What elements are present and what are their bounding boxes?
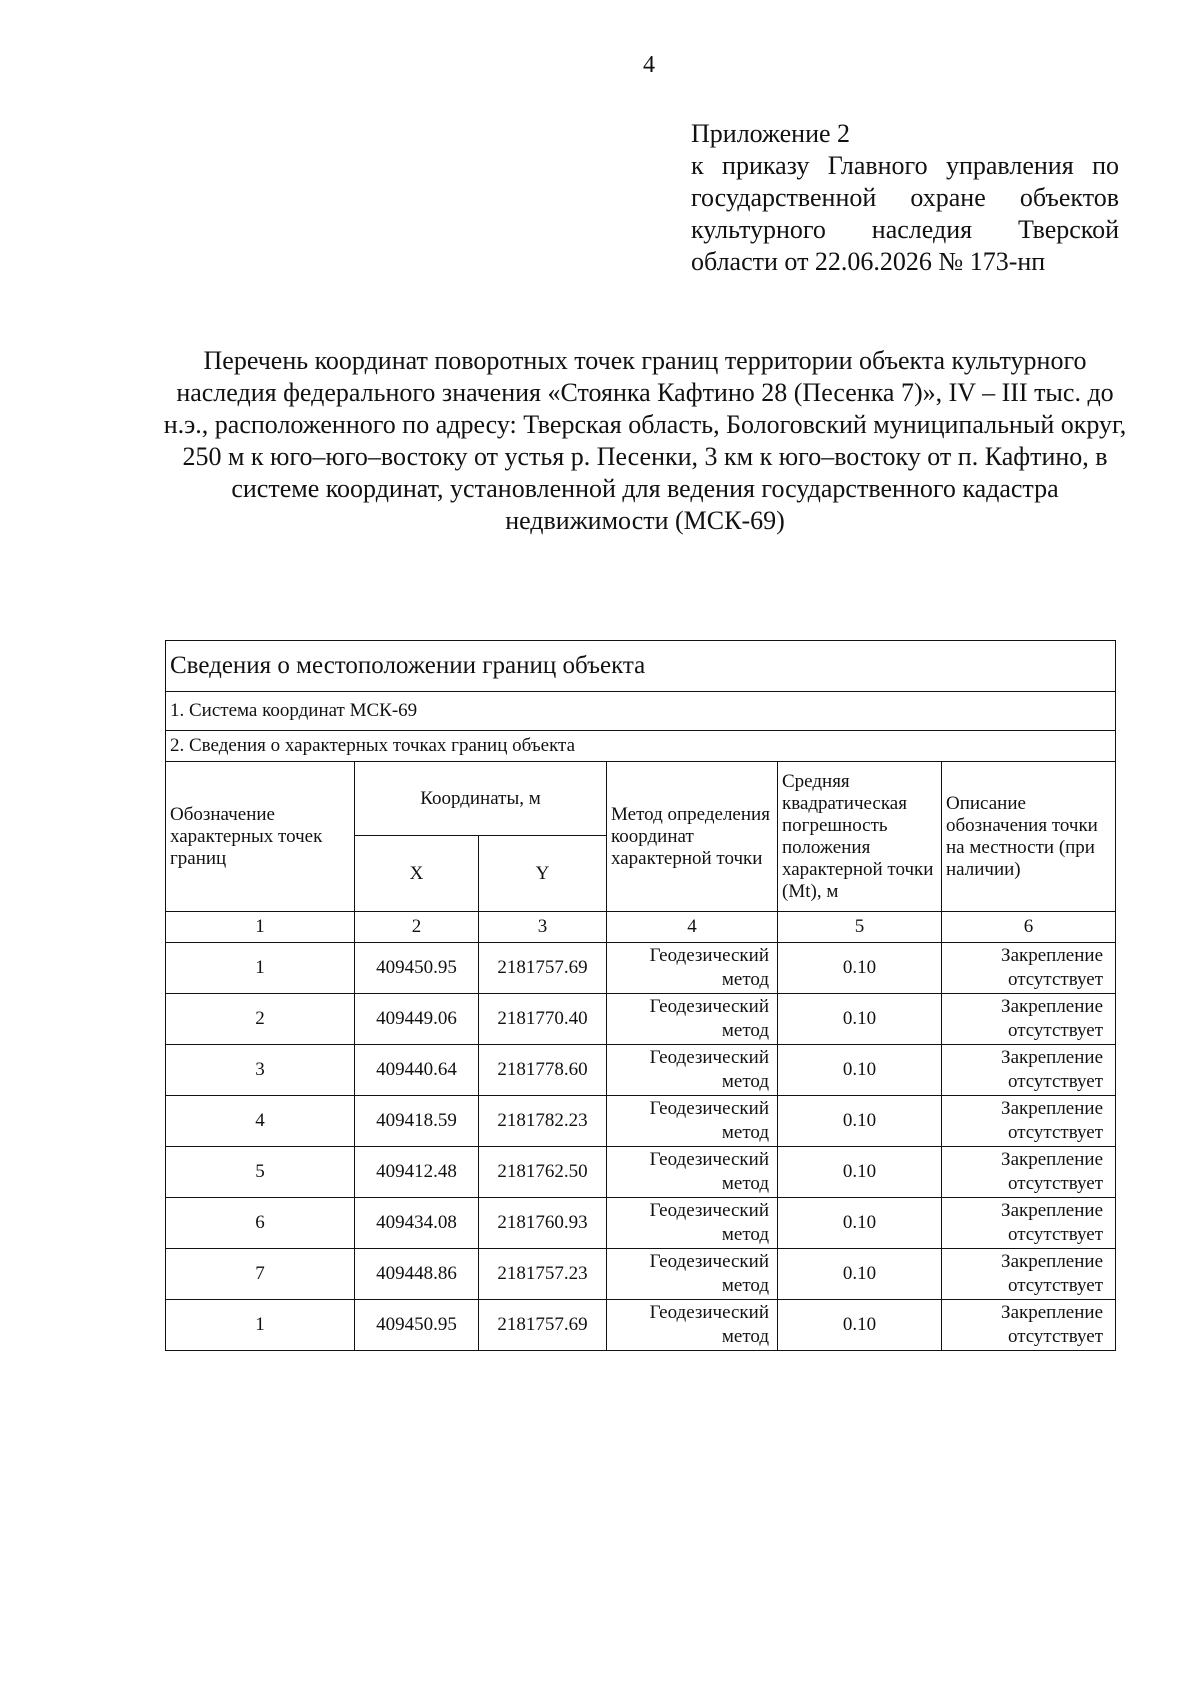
column-number: 2 (355, 912, 479, 943)
column-number: 5 (778, 912, 942, 943)
cell-method: Геодезический метод (607, 1300, 778, 1351)
column-number: 4 (607, 912, 778, 943)
coordinates-table (165, 640, 1116, 1351)
cell-point: 6 (166, 1198, 355, 1249)
column-number: 1 (166, 912, 355, 943)
cell-method: Геодезический метод (607, 1249, 778, 1300)
cell-description: Закрепление отсутствует (942, 1300, 1116, 1351)
cell-x: 409434.08 (355, 1198, 479, 1249)
cell-x: 409450.95 (355, 943, 479, 994)
cell-y: 2181757.69 (479, 943, 607, 994)
header-method: Метод определения координат характерной точки (607, 762, 778, 912)
coordinates-table-container (165, 640, 1115, 1351)
table-row (166, 1045, 1116, 1096)
table-caption: Сведения о местоположении границ объекта (166, 641, 1116, 692)
cell-method: Геодезический метод (607, 994, 778, 1045)
cell-error: 0.10 (778, 1198, 942, 1249)
cell-description: Закрепление отсутствует (942, 1045, 1116, 1096)
cell-error: 0.10 (778, 943, 942, 994)
table-row (166, 1300, 1116, 1351)
points-info-row: 2. Сведения о характерных точках границ объекта (166, 731, 1116, 762)
cell-y: 2181770.40 (479, 994, 607, 1045)
cell-x: 409450.95 (355, 1300, 479, 1351)
cell-y: 2181782.23 (479, 1096, 607, 1147)
cell-error: 0.10 (778, 1147, 942, 1198)
column-number-row (166, 912, 1116, 943)
cell-method: Геодезический метод (607, 1096, 778, 1147)
table-row (166, 1249, 1116, 1300)
table-row (166, 943, 1116, 994)
cell-x: 409440.64 (355, 1045, 479, 1096)
column-number: 3 (479, 912, 607, 943)
cell-description: Закрепление отсутствует (942, 1147, 1116, 1198)
cell-y: 2181757.23 (479, 1249, 607, 1300)
cell-point: 7 (166, 1249, 355, 1300)
cell-method: Геодезический метод (607, 943, 778, 994)
cell-point: 1 (166, 1300, 355, 1351)
appendix-title: Приложение 2 (691, 119, 851, 148)
cell-method: Геодезический метод (607, 1045, 778, 1096)
appendix-body: к приказу Главного управления по государственной охране объектов культурного наследия Тверской области от 22.06.2026 № 173-нп (691, 151, 1119, 276)
header-desc: Описание обозначения точки на местности (при наличии) (942, 762, 1116, 912)
cell-error: 0.10 (778, 1249, 942, 1300)
cell-error: 0.10 (778, 994, 942, 1045)
cell-x: 409449.06 (355, 994, 479, 1045)
coord-system-row: 1. Система координат МСК-69 (166, 692, 1116, 731)
cell-description: Закрепление отсутствует (942, 1249, 1116, 1300)
appendix-block (691, 118, 1119, 278)
table-row (166, 1198, 1116, 1249)
table-row (166, 1096, 1116, 1147)
table-row (166, 994, 1116, 1045)
cell-description: Закрепление отсутствует (942, 994, 1116, 1045)
cell-description: Закрепление отсутствует (942, 1198, 1116, 1249)
cell-point: 4 (166, 1096, 355, 1147)
cell-x: 409448.86 (355, 1249, 479, 1300)
table-row (166, 1147, 1116, 1198)
cell-point: 1 (166, 943, 355, 994)
cell-method: Геодезический метод (607, 1198, 778, 1249)
cell-point: 2 (166, 994, 355, 1045)
header-y: Y (479, 836, 607, 912)
header-point: Обозначение характерных точек границ (166, 762, 355, 912)
cell-error: 0.10 (778, 1045, 942, 1096)
cell-point: 5 (166, 1147, 355, 1198)
cell-point: 3 (166, 1045, 355, 1096)
cell-description: Закрепление отсутствует (942, 1096, 1116, 1147)
cell-error: 0.10 (778, 1300, 942, 1351)
header-error: Средняя квадратическая погрешность положения характерной точки (Mt), м (778, 762, 942, 912)
cell-y: 2181778.60 (479, 1045, 607, 1096)
column-number: 6 (942, 912, 1116, 943)
page-number: 4 (643, 52, 655, 78)
cell-x: 409412.48 (355, 1147, 479, 1198)
cell-description: Закрепление отсутствует (942, 943, 1116, 994)
cell-x: 409418.59 (355, 1096, 479, 1147)
cell-y: 2181762.50 (479, 1147, 607, 1198)
cell-error: 0.10 (778, 1096, 942, 1147)
header-coords: Координаты, м (355, 762, 607, 836)
cell-method: Геодезический метод (607, 1147, 778, 1198)
header-x: X (355, 836, 479, 912)
cell-y: 2181757.69 (479, 1300, 607, 1351)
document-title: Перечень координат поворотных точек границ территории объекта культурного наследия федерального значения «Стоянка Кафтино 28 (Песенка 7)», IV – III тыс. до н.э., расположенного по адресу: Тверская область, Бологовский муниципальный округ, 250 м к юго–юго–востоку от устья р. Песенки, 3 км к юго–востоку от п. Кафтино, в системе координат, установленной для ведения государственного кадастра недвижимости (МСК-69) (163, 346, 1127, 535)
cell-y: 2181760.93 (479, 1198, 607, 1249)
